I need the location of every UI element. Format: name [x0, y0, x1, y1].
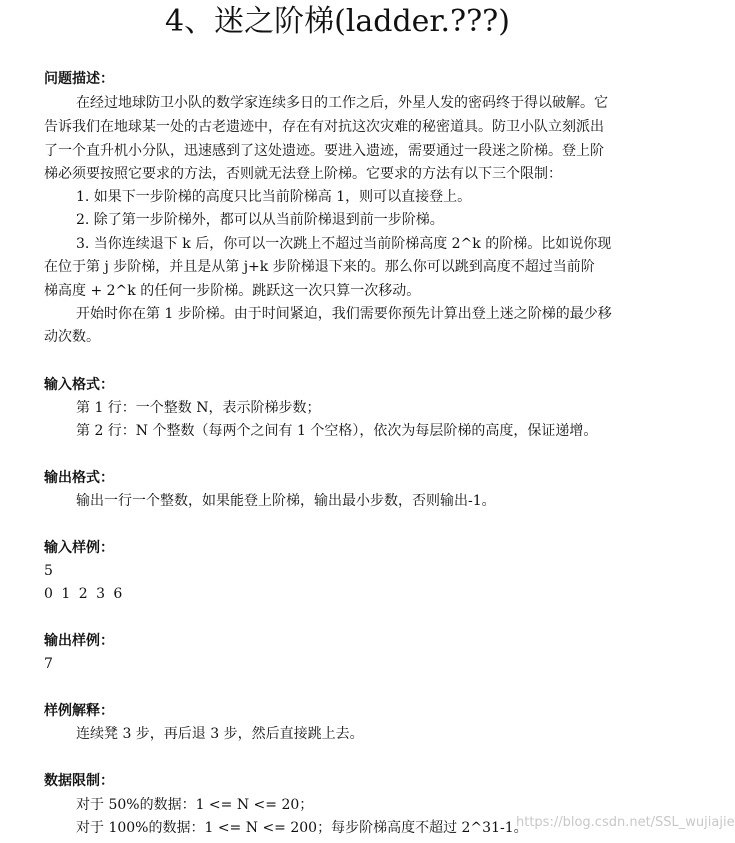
sample-input-line: 0 1 2 3 6: [44, 586, 123, 602]
input-format-line: 第 1 行：一个整数 N，表示阶梯步数；: [76, 400, 321, 416]
rule-2: 2. 除了第一步阶梯外，都可以从当前阶梯退到前一步阶梯。: [76, 212, 444, 228]
sample-input-line: 5: [44, 563, 53, 579]
limits-line: 对于 100%的数据：1 <= N <= 200；每步阶梯高度不超过 2^31-1。: [76, 820, 528, 836]
output-format-heading: 输出格式：: [44, 470, 114, 486]
problem-line: 了一个直升机小分队，迅速感到了这处遗迹。要进入遗迹，需要通过一段迷之阶梯。登上阶: [44, 143, 604, 159]
page-title: 4、迷之阶梯(ladder.???): [165, 4, 510, 39]
rule-3: 3. 当你连续退下 k 后，你可以一次跳上不超过当前阶梯高度 2^k 的阶梯。比如说你现: [76, 236, 612, 252]
limits-heading: 数据限制：: [44, 773, 114, 789]
sample-output-heading: 输出样例：: [44, 633, 114, 649]
explanation-heading: 样例解释：: [44, 703, 114, 719]
problem-line: 开始时你在第 1 步阶梯。由于时间紧迫，我们需要你预先计算出登上迷之阶梯的最少移: [76, 306, 612, 322]
rule-3-cont: 梯高度 + 2^k 的任何一步阶梯。跳跃这一次只算一次移动。: [44, 283, 421, 299]
rule-3-cont: 在位于第 j 步阶梯，并且是从第 j+k 步阶梯退下来的。那么你可以跳到高度不超过当前阶: [44, 259, 595, 275]
input-format-heading: 输入格式：: [44, 377, 114, 393]
problem-line: 梯必须要按照它要求的方法，否则就无法登上阶梯。它要求的方法有以下三个限制：: [44, 166, 562, 182]
output-format-line: 输出一行一个整数，如果能登上阶梯，输出最小步数，否则输出-1。: [76, 493, 496, 509]
rule-1: 1. 如果下一步阶梯的高度只比当前阶梯高 1，则可以直接登上。: [76, 189, 472, 205]
watermark: https://blog.csdn.net/SSL_wujiajie: [516, 815, 735, 830]
limits-line: 对于 50%的数据：1 <= N <= 20；: [76, 797, 314, 813]
problem-line: 动次数。: [44, 329, 100, 345]
explanation-line: 连续凳 3 步，再后退 3 步，然后直接跳上去。: [76, 726, 364, 742]
problem-heading: 问题描述：: [44, 71, 114, 87]
input-format-line: 第 2 行：N 个整数（每两个之间有 1 个空格），依次为每层阶梯的高度，保证递增。: [76, 423, 598, 439]
problem-line: 告诉我们在地球某一处的古老遗迹中，存在有对抗这次灾难的秘密道具。防卫小队立刻派出: [44, 119, 604, 135]
problem-line: 在经过地球防卫小队的数学家连续多日的工作之后，外星人发的密码终于得以破解。它: [76, 95, 608, 111]
sample-input-heading: 输入样例：: [44, 540, 114, 556]
sample-output-line: 7: [44, 656, 53, 672]
